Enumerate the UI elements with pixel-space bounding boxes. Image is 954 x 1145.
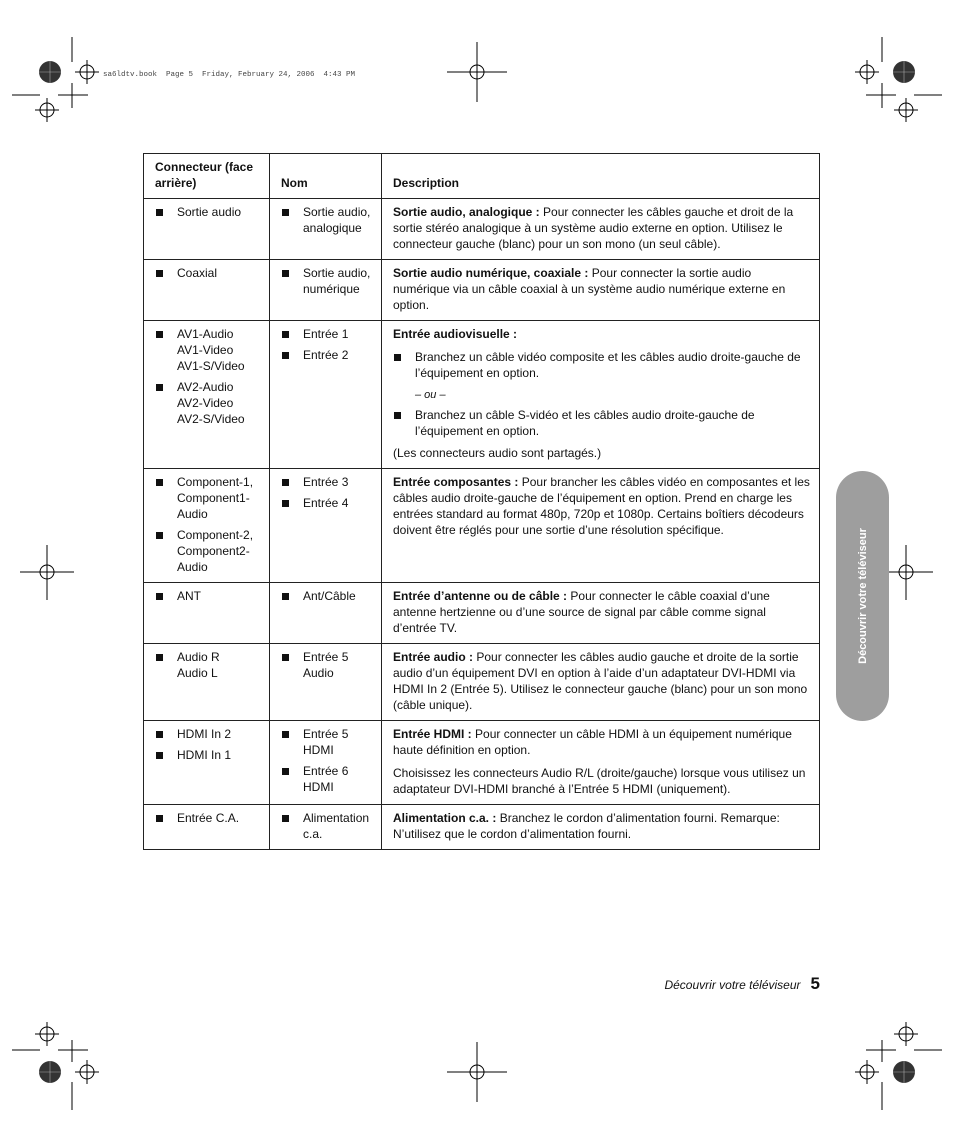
table-row bbox=[144, 583, 820, 644]
connector-item: Coaxial bbox=[155, 265, 261, 281]
table-row bbox=[144, 260, 820, 321]
description-text: Pour connecter un câble HDMI à un équipement numérique haute définition en option. bbox=[393, 727, 792, 757]
name-item: Entrée 1 bbox=[281, 326, 373, 342]
description-lead: Entrée audio : bbox=[393, 650, 474, 664]
connector-cell bbox=[144, 321, 270, 469]
connector-cell bbox=[144, 469, 270, 583]
connector-item bbox=[155, 326, 261, 374]
connector-item bbox=[155, 379, 261, 427]
description-note: (Les connecteurs audio sont partagés.) bbox=[393, 446, 602, 460]
description-cell bbox=[382, 321, 820, 469]
name-cell bbox=[270, 583, 382, 644]
description-cell bbox=[382, 199, 820, 260]
table-row bbox=[144, 469, 820, 583]
name-cell bbox=[270, 199, 382, 260]
name-cell bbox=[270, 805, 382, 850]
header-description: Description bbox=[382, 154, 820, 199]
name-item: Entrée 3 bbox=[281, 474, 373, 490]
description-lead: Entrée HDMI : bbox=[393, 727, 472, 741]
connector-line: AV1-Video bbox=[177, 343, 234, 357]
description-cell bbox=[382, 469, 820, 583]
description-lead: Sortie audio numérique, coaxiale : bbox=[393, 266, 589, 280]
connector-item: ANT bbox=[155, 588, 261, 604]
description-lead: Entrée composantes : bbox=[393, 475, 519, 489]
description-cell bbox=[382, 644, 820, 721]
name-cell bbox=[270, 321, 382, 469]
connector-line: AV1-S/Video bbox=[177, 359, 245, 373]
description-bullet: Branchez un câble S-vidéo et les câbles audio droite-gauche de l’équipement en option. bbox=[393, 407, 811, 439]
connector-line: AV2-Video bbox=[177, 396, 234, 410]
table-row bbox=[144, 321, 820, 469]
description-text: Pour connecter le câble coaxial d’une antenne hertzienne ou d’une source de signal par câble comme signal d’entrée TV. bbox=[393, 589, 770, 635]
description-text: Choisissez les connecteurs Audio R/L (droite/gauche) lorsque vous utilisez un adaptateur DVI-HDMI branché à l’Entrée 5 HDMI (uniquement). bbox=[393, 766, 806, 796]
table-header-row bbox=[144, 154, 820, 199]
description-text: Pour brancher les câbles vidéo en composantes et les câbles audio droite-gauche de l’équipement en option. Prend en charge les entrées standard au format 480p, 720p et 1080p. Certains boîtiers décodeurs doivent être réglés pour une sortie d’une résolution spécifique. bbox=[393, 475, 810, 537]
connector-cell bbox=[144, 805, 270, 850]
table-row bbox=[144, 199, 820, 260]
chapter-side-tab-label: Découvrir votre téléviseur bbox=[856, 528, 869, 664]
table-row bbox=[144, 721, 820, 805]
name-item: Sortie audio, analogique bbox=[281, 204, 373, 236]
description-lead: Alimentation c.a. : bbox=[393, 811, 497, 825]
book-slug-line: sa6ldtv.book Page 5 Friday, February 24, 2006 4:43 PM bbox=[103, 71, 356, 79]
description-cell bbox=[382, 721, 820, 805]
description-text: Pour connecter les câbles audio gauche et droite de la sortie audio d’un équipement DVI en option à l’aide d’un adaptateur DVI-HDMI via HDMI In 2 (Entrée 5). Utilisez le connecteur gauche (blanc) pour un son mono (câble unique). bbox=[393, 650, 808, 712]
name-item: Sortie audio, numérique bbox=[281, 265, 373, 297]
name-item: Entrée 5 Audio bbox=[281, 649, 373, 681]
header-connector: Connecteur (face arrière) bbox=[144, 154, 270, 199]
description-text: Pour connecter la sortie audio numérique via un câble coaxial à un système audio numérique externe en option. bbox=[393, 266, 786, 312]
connector-line: Audio L bbox=[177, 666, 218, 680]
description-cell bbox=[382, 805, 820, 850]
chapter-side-tab bbox=[836, 471, 889, 721]
connector-item: Component-1, Component1-Audio bbox=[155, 474, 261, 522]
name-item: Entrée 4 bbox=[281, 495, 373, 511]
connector-line: AV1-Audio bbox=[177, 327, 234, 341]
connector-line: Audio R bbox=[177, 650, 220, 664]
table-row bbox=[144, 805, 820, 850]
connector-cell bbox=[144, 644, 270, 721]
connector-item: Component-2, Component2-Audio bbox=[155, 527, 261, 575]
connector-cell bbox=[144, 199, 270, 260]
footer-chapter-title: Découvrir votre téléviseur bbox=[664, 978, 801, 992]
name-cell bbox=[270, 721, 382, 805]
name-cell bbox=[270, 469, 382, 583]
connector-item: Sortie audio bbox=[155, 204, 261, 220]
connector-item bbox=[155, 649, 261, 681]
name-item: Entrée 6 HDMI bbox=[281, 763, 373, 795]
description-cell bbox=[382, 260, 820, 321]
or-separator: – ou – bbox=[415, 389, 446, 401]
name-cell bbox=[270, 260, 382, 321]
table-row bbox=[144, 644, 820, 721]
connector-table bbox=[143, 153, 820, 850]
name-item: Entrée 2 bbox=[281, 347, 373, 363]
name-item: Entrée 5 HDMI bbox=[281, 726, 373, 758]
connector-line: AV2-Audio bbox=[177, 380, 234, 394]
description-cell bbox=[382, 583, 820, 644]
description-text: Pour connecter les câbles gauche et droit de la sortie stéréo analogique à un système audio externe en option. Utilisez le connecteur gauche (blanc) pour un son mono (un seul câble). bbox=[393, 205, 794, 251]
connector-line: AV2-S/Video bbox=[177, 412, 245, 426]
name-item: Ant/Câble bbox=[281, 588, 373, 604]
connector-cell bbox=[144, 583, 270, 644]
connector-cell bbox=[144, 260, 270, 321]
description-lead: Sortie audio, analogique : bbox=[393, 205, 540, 219]
connector-item: HDMI In 2 bbox=[155, 726, 261, 742]
name-item: Alimentation c.a. bbox=[281, 810, 373, 842]
header-name: Nom bbox=[270, 154, 382, 199]
description-lead: Entrée audiovisuelle : bbox=[393, 327, 518, 341]
name-cell bbox=[270, 644, 382, 721]
description-lead: Entrée d’antenne ou de câble : bbox=[393, 589, 568, 603]
connector-item: Entrée C.A. bbox=[155, 810, 261, 826]
description-text: Branchez le cordon d’alimentation fourni. Remarque: N’utilisez que le cordon d’alimentation fourni. bbox=[393, 811, 780, 841]
page-footer bbox=[664, 974, 820, 994]
connector-cell bbox=[144, 721, 270, 805]
description-bullet: Branchez un câble vidéo composite et les câbles audio droite-gauche de l’équipement en option. bbox=[393, 349, 811, 381]
connector-item: HDMI In 1 bbox=[155, 747, 261, 763]
page-number: 5 bbox=[810, 974, 820, 993]
